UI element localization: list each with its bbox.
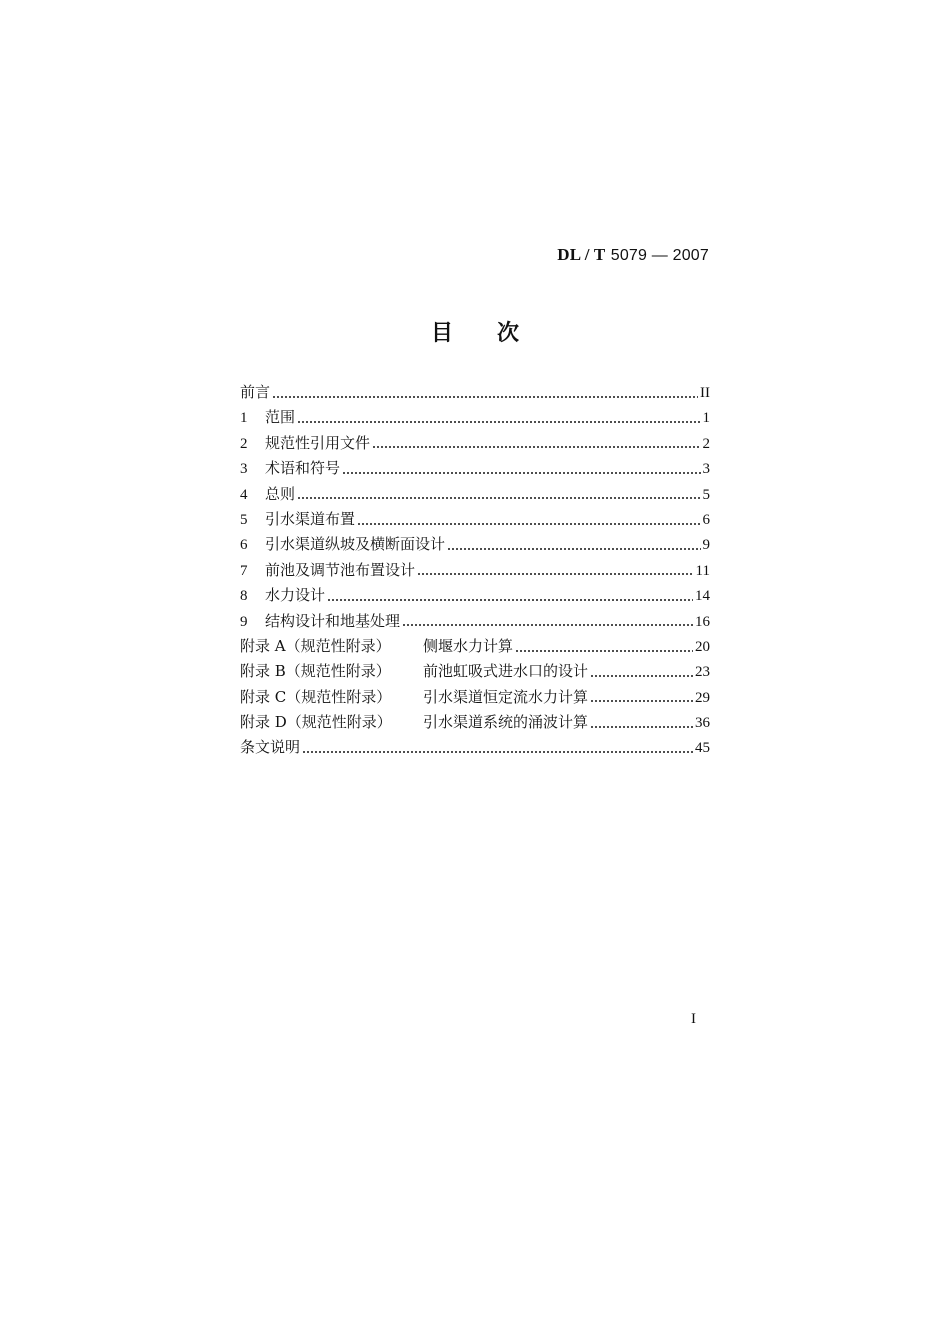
toc-entry-label: 前池及调节池布置设计 xyxy=(265,560,416,579)
toc-entry-foreword[interactable] xyxy=(240,380,710,405)
standard-number: 5079 — 2007 xyxy=(610,247,709,264)
page-number: I xyxy=(691,1011,696,1027)
toc-entry-explanation[interactable] xyxy=(240,735,710,760)
toc-entry-label: 引水渠道布置 xyxy=(265,509,356,528)
toc-appendix-a[interactable] xyxy=(240,634,710,659)
toc-entry-page: 9 xyxy=(702,537,710,554)
toc-entry-label: 范围 xyxy=(265,408,296,427)
standard-code xyxy=(557,245,709,265)
toc-entry-page: 14 xyxy=(695,588,710,605)
dot-leader xyxy=(297,411,700,425)
toc-title-char-1: 目 xyxy=(430,321,453,346)
toc-entry-number: 3 xyxy=(240,461,248,478)
toc-entry-page: 3 xyxy=(702,461,710,478)
toc-entry-page: 6 xyxy=(702,511,710,528)
toc-entry-6[interactable] xyxy=(240,532,710,557)
toc-entry-page: 23 xyxy=(695,664,710,681)
toc-entry-page: 16 xyxy=(695,613,710,630)
toc-title-char-2: 次 xyxy=(497,321,520,346)
toc-entry-number: 8 xyxy=(240,588,248,605)
toc-appendix-title: 引水渠道恒定流水力计算 xyxy=(423,687,589,706)
toc-entry-page: 1 xyxy=(702,410,710,427)
toc-entry-label: 前言 xyxy=(240,383,271,401)
toc-entry-2[interactable] xyxy=(240,431,710,456)
toc-appendix-label: 附录 A（规范性附录） xyxy=(240,636,391,655)
dot-leader xyxy=(447,538,700,552)
toc-entry-page: 45 xyxy=(695,740,710,757)
toc-appendix-title: 前池虹吸式进水口的设计 xyxy=(423,662,589,681)
toc-appendix-label: 附录 D（规范性附录） xyxy=(240,713,392,732)
toc-entry-page: II xyxy=(700,385,710,401)
toc-entry-label: 条文说明 xyxy=(240,738,301,757)
dot-leader xyxy=(302,741,693,755)
toc-entry-page: 20 xyxy=(695,638,710,655)
toc-entry-label: 总则 xyxy=(265,484,296,503)
dot-leader xyxy=(297,487,700,501)
toc-entry-number: 9 xyxy=(240,613,248,630)
toc-entry-label: 水力设计 xyxy=(265,586,326,605)
toc-entry-number: 6 xyxy=(240,537,248,554)
dot-leader xyxy=(357,513,700,527)
toc-entry-4[interactable] xyxy=(240,482,710,507)
toc-entry-label: 引水渠道纵坡及横断面设计 xyxy=(265,535,446,554)
dot-leader xyxy=(272,386,698,400)
dot-leader xyxy=(342,462,700,476)
dot-leader xyxy=(515,640,693,654)
toc-entry-label: 规范性引用文件 xyxy=(265,433,371,452)
toc-entry-8[interactable] xyxy=(240,583,710,608)
toc-entry-5[interactable] xyxy=(240,507,710,532)
dot-leader xyxy=(327,589,693,603)
dot-leader xyxy=(417,563,694,577)
table-of-contents xyxy=(240,380,710,761)
toc-entry-number: 2 xyxy=(240,435,248,452)
toc-entry-number: 7 xyxy=(240,562,248,579)
toc-entry-9[interactable] xyxy=(240,609,710,634)
toc-entry-page: 2 xyxy=(702,435,710,452)
toc-entry-number: 4 xyxy=(240,486,248,503)
toc-appendix-d[interactable] xyxy=(240,710,710,735)
toc-entry-number: 1 xyxy=(240,410,248,427)
toc-entry-page: 36 xyxy=(695,715,710,732)
toc-entry-page: 11 xyxy=(695,562,710,579)
toc-entry-3[interactable] xyxy=(240,456,710,481)
toc-entry-number: 5 xyxy=(240,511,248,528)
dot-leader xyxy=(402,614,693,628)
dot-leader xyxy=(590,716,693,730)
toc-entry-7[interactable] xyxy=(240,558,710,583)
toc-appendix-title: 侧堰水力计算 xyxy=(423,636,514,655)
dot-leader xyxy=(372,436,700,450)
toc-appendix-title: 引水渠道系统的涌波计算 xyxy=(423,713,589,732)
toc-entry-page: 29 xyxy=(695,689,710,706)
standard-prefix: DL / T xyxy=(557,245,606,264)
toc-appendix-c[interactable] xyxy=(240,685,710,710)
toc-entry-page: 5 xyxy=(702,486,710,503)
dot-leader xyxy=(590,665,693,679)
toc-title xyxy=(0,316,950,347)
toc-appendix-label: 附录 C（规范性附录） xyxy=(240,687,392,706)
toc-entry-1[interactable] xyxy=(240,405,710,430)
toc-entry-label: 结构设计和地基处理 xyxy=(265,611,401,630)
toc-entry-label: 术语和符号 xyxy=(265,459,341,478)
toc-appendix-b[interactable] xyxy=(240,659,710,684)
toc-appendix-label: 附录 B（规范性附录） xyxy=(240,662,391,681)
dot-leader xyxy=(590,690,693,704)
